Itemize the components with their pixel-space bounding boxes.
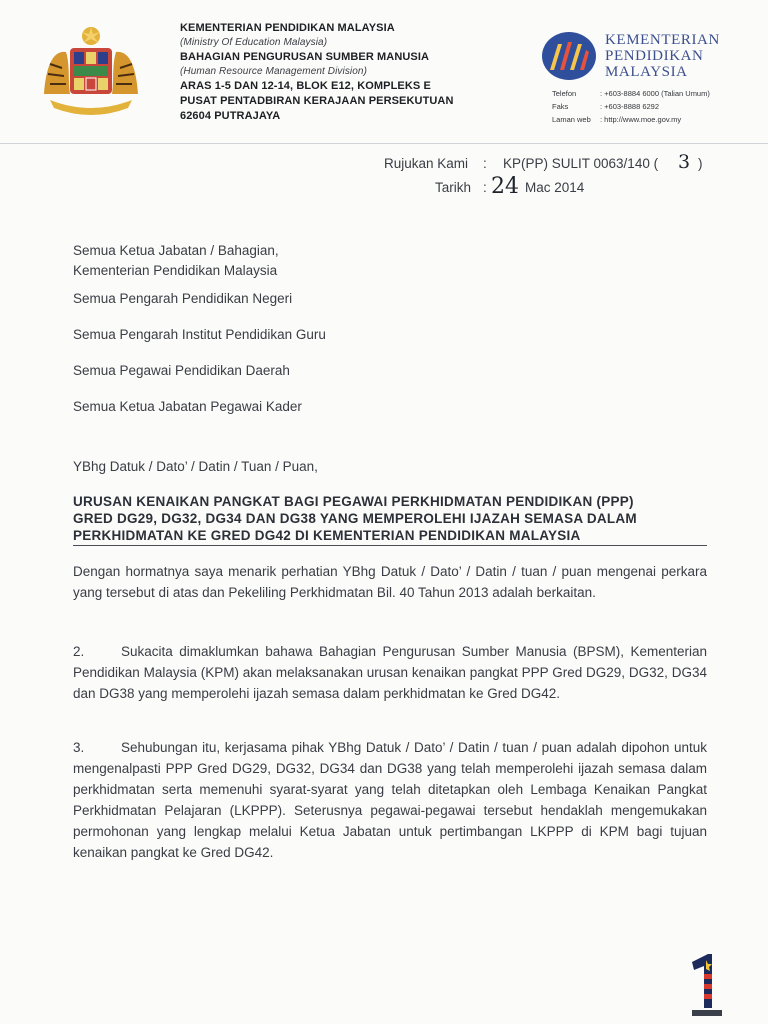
brand-line-2: PENDIDIKAN bbox=[605, 48, 704, 64]
rujukan-colon: : bbox=[483, 156, 487, 171]
subject-line-3: PERKHIDMATAN KE GRED DG42 DI KEMENTERIAN PENDIDIKAN MALAYSIA bbox=[73, 528, 581, 543]
paragraph-3 bbox=[73, 737, 707, 863]
salutation: YBhg Datuk / Dato’ / Datin / Tuan / Puan, bbox=[73, 459, 318, 474]
recipient-1b: Kementerian Pendidikan Malaysia bbox=[73, 263, 278, 278]
tarikh-label: Tarikh bbox=[435, 180, 472, 195]
division-name: BAHAGIAN PENGURUSAN SUMBER MANUSIA bbox=[180, 51, 430, 63]
contact-value-web: : http://www.moe.gov.my bbox=[600, 115, 682, 124]
ministry-logo-icon bbox=[540, 30, 598, 82]
recipient-1: Semua Ketua Jabatan / Bahagian, bbox=[73, 243, 279, 258]
tarikh-colon: : bbox=[483, 180, 487, 195]
contact-value-phone: : +603-8884 6000 (Talian Umum) bbox=[600, 89, 710, 98]
rujukan-value: KP(PP) SULIT 0063/140 ( bbox=[503, 156, 659, 171]
tarikh-day-handwritten: 24 bbox=[491, 174, 519, 199]
division-name-en: (Human Resource Management Division) bbox=[180, 66, 368, 77]
paragraph-2-number: 2. bbox=[73, 644, 85, 659]
contact-label-web: Laman web bbox=[552, 115, 591, 124]
tarikh-value: Mac 2014 bbox=[525, 180, 585, 195]
rujukan-label: Rujukan Kami bbox=[384, 156, 469, 171]
address-line-3: 62604 PUTRAJAYA bbox=[180, 110, 281, 122]
paragraph-2 bbox=[73, 641, 707, 704]
contact-label-phone: Telefon bbox=[552, 89, 577, 98]
paragraph-3-text: Sehubungan itu, kerjasama pihak YBhg Datuk / Dato’ / Datin / tuan / puan adalah dipohon untuk mengenalpasti PPP Gred DG29, DG32, DG34 dan DG38 yang telah memperolehi ijazah semasa dalam perkhidmatan serta memenuhi syarat-syarat yang telah ditetapkan oleh Lembaga Kenaikan Pangkat Perkhidmatan Pelajaran (LKPPP). Seterusnya pegawai-pegawai tersebut hendaklah mengemukakan permohonan yang lengkap melalui Ketua Jabatan untuk pertimbangan LKPPP di KPM bagi tujuan kenaikan pangkat ke Gred DG42. bbox=[73, 740, 707, 860]
address-line-1: ARAS 1-5 DAN 12-14, BLOK E12, KOMPLEKS E bbox=[180, 80, 431, 92]
recipient-4: Semua Pegawai Pendidikan Daerah bbox=[73, 363, 290, 378]
one-malaysia-logo-icon bbox=[686, 952, 726, 1018]
paragraph-2-text: Sukacita dimaklumkan bahawa Bahagian Pengurusan Sumber Manusia (BPSM), Kementerian Pendidikan Malaysia (KPM) akan melaksanakan urusan kenaikan pangkat PPP Gred DG29, DG32, DG34 dan DG38 yang memperolehi ijazah semasa dalam perkhidmatan ke Gred DG42. bbox=[73, 644, 707, 701]
brand-line-3: MALAYSIA bbox=[605, 64, 688, 80]
subject-underline bbox=[73, 545, 707, 546]
recipient-3: Semua Pengarah Institut Pendidikan Guru bbox=[73, 327, 326, 342]
recipient-2: Semua Pengarah Pendidikan Negeri bbox=[73, 291, 293, 306]
rujukan-close: ) bbox=[698, 156, 703, 171]
subject-line-2: GRED DG29, DG32, DG34 DAN DG38 YANG MEMPEROLEHI IJAZAH SEMASA DALAM bbox=[73, 511, 637, 526]
subject-line-1: URUSAN KENAIKAN PANGKAT BAGI PEGAWAI PERKHIDMATAN PENDIDIKAN (PPP) bbox=[73, 494, 634, 509]
rujukan-handwritten: 3 bbox=[678, 151, 691, 173]
ministry-name-en: (Ministry Of Education Malaysia) bbox=[180, 37, 328, 48]
brand-line-1: KEMENTERIAN bbox=[605, 32, 720, 48]
ministry-name: KEMENTERIAN PENDIDIKAN MALAYSIA bbox=[180, 22, 395, 34]
paragraph-3-number: 3. bbox=[73, 740, 85, 755]
contact-label-fax: Faks bbox=[552, 102, 569, 111]
paragraph-1: Dengan hormatnya saya menarik perhatian YBhg Datuk / Dato’ / Datin / tuan / puan mengenai perkara yang tersebut di atas dan Pekeliling Perkhidmatan Bil. 40 Tahun 2013 adalah berkaitan. bbox=[73, 564, 707, 600]
address-line-2: PUSAT PENTADBIRAN KERAJAAN PERSEKUTUAN bbox=[180, 95, 454, 107]
recipient-5: Semua Ketua Jabatan Pegawai Kader bbox=[73, 399, 302, 414]
coat-of-arms-icon bbox=[36, 24, 146, 116]
header-divider bbox=[0, 143, 768, 144]
contact-value-fax: : +603-8888 6292 bbox=[600, 102, 660, 111]
